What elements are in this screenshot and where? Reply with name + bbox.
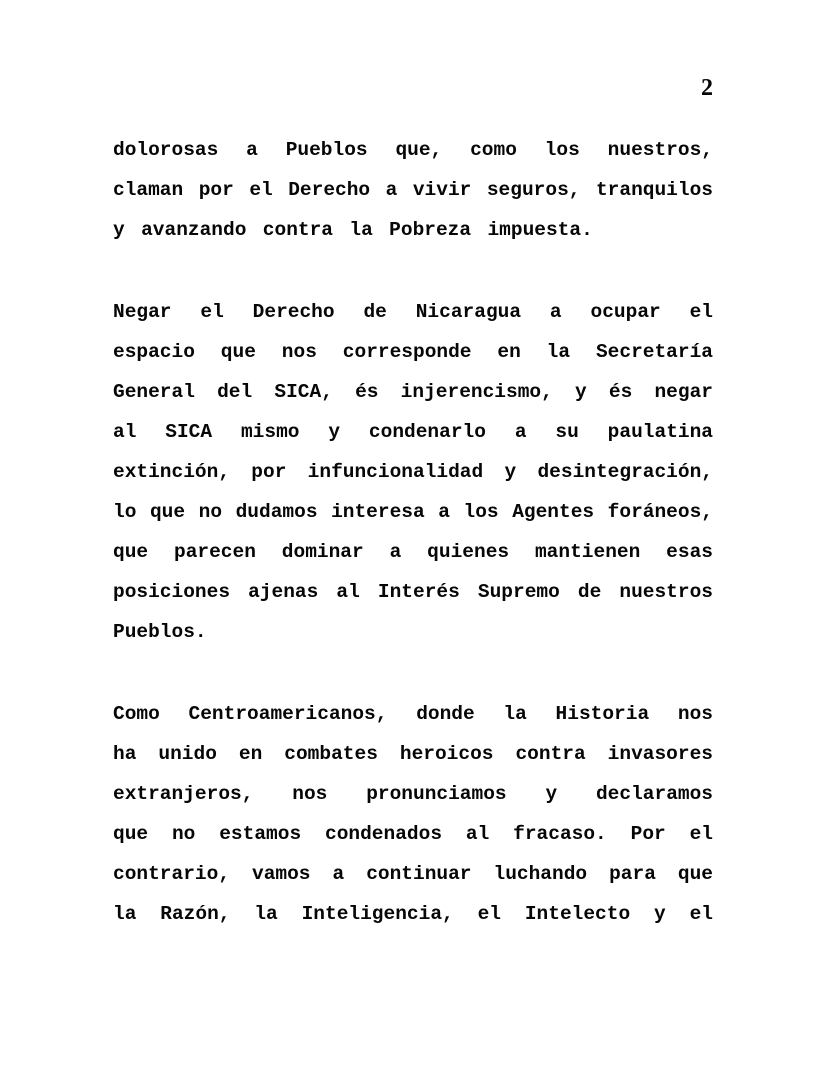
text-line: Pueblos. [113, 621, 207, 643]
paragraph-3 [113, 694, 713, 934]
text-line: extranjeros, nos pronunciamos y declaramos [113, 783, 713, 805]
text-line: extinción, por infuncionalidad y desintegración, [113, 461, 713, 483]
text-line: que no estamos condenados al fracaso. Por el [113, 823, 713, 845]
text-line: contrario, vamos a continuar luchando para que [113, 863, 713, 885]
text-line: dolorosas a Pueblos que, como los nuestros, [113, 139, 713, 161]
text-line: posiciones ajenas al Interés Supremo de nuestros [113, 581, 713, 603]
document-body [113, 130, 713, 934]
text-line: que parecen dominar a quienes mantienen esas [113, 541, 713, 563]
text-line: la Razón, la Inteligencia, el Intelecto y el [113, 903, 713, 925]
text-line: al SICA mismo y condenarlo a su paulatina [113, 421, 713, 443]
page-number: 2 [701, 75, 713, 101]
text-line: espacio que nos corresponde en la Secretaría [113, 341, 713, 363]
text-line: claman por el Derecho a vivir seguros, tranquilos [113, 179, 713, 201]
text-line: y avanzando contra la Pobreza impuesta. [113, 219, 593, 241]
text-line: lo que no dudamos interesa a los Agentes foráneos, [113, 501, 713, 523]
text-line: General del SICA, és injerencismo, y és negar [113, 381, 713, 403]
paragraph-2 [113, 292, 713, 652]
text-line: Negar el Derecho de Nicaragua a ocupar el [113, 301, 713, 323]
text-line: Como Centroamericanos, donde la Historia nos [113, 703, 713, 725]
text-line: ha unido en combates heroicos contra invasores [113, 743, 713, 765]
paragraph-1 [113, 130, 713, 250]
